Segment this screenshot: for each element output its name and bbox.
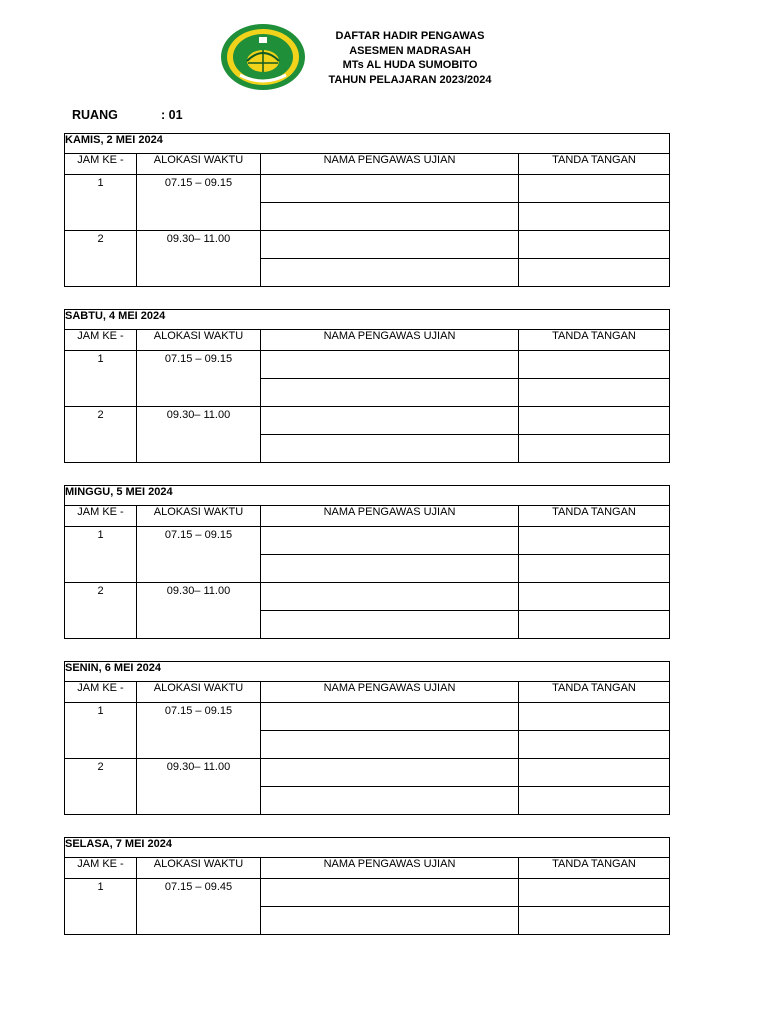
day-title: SENIN, 6 MEI 2024	[65, 662, 670, 682]
session-row	[65, 407, 670, 435]
pengawas-name-field[interactable]	[261, 379, 519, 407]
day-title: KAMIS, 2 MEI 2024	[65, 134, 670, 154]
session-row	[65, 527, 670, 555]
pengawas-name-field[interactable]	[261, 759, 519, 787]
signature-field[interactable]	[519, 351, 670, 379]
signature-field[interactable]	[519, 203, 670, 231]
pengawas-name-field[interactable]	[261, 175, 519, 203]
signature-field[interactable]	[519, 907, 670, 935]
day-table	[64, 837, 670, 935]
alokasi-waktu-cell: 07.15 – 09.15	[137, 175, 261, 231]
day-title: SELASA, 7 MEI 2024	[65, 838, 670, 858]
alokasi-waktu-cell: 09.30– 11.00	[137, 583, 261, 639]
signature-field[interactable]	[519, 759, 670, 787]
column-header: JAM KE -	[65, 154, 137, 175]
alokasi-waktu-cell: 07.15 – 09.15	[137, 527, 261, 583]
signature-field[interactable]	[519, 527, 670, 555]
column-header: ALOKASI WAKTU	[137, 858, 261, 879]
day-table	[64, 133, 670, 287]
jam-ke-cell: 1	[65, 879, 137, 935]
title-line-1: DAFTAR HADIR PENGAWAS	[335, 30, 485, 42]
alokasi-waktu-cell: 07.15 – 09.45	[137, 879, 261, 935]
pengawas-name-field[interactable]	[261, 527, 519, 555]
signature-field[interactable]	[519, 407, 670, 435]
column-header: TANDA TANGAN	[519, 682, 670, 703]
jam-ke-cell: 2	[65, 407, 137, 463]
column-header: NAMA PENGAWAS UJIAN	[261, 858, 519, 879]
madrasah-logo-icon	[220, 23, 306, 91]
pengawas-name-field[interactable]	[261, 611, 519, 639]
jam-ke-cell: 2	[65, 231, 137, 287]
column-header-row	[65, 506, 670, 527]
signature-field[interactable]	[519, 231, 670, 259]
alokasi-waktu-cell: 09.30– 11.00	[137, 407, 261, 463]
pengawas-name-field[interactable]	[261, 787, 519, 815]
pengawas-name-field[interactable]	[261, 907, 519, 935]
pengawas-name-field[interactable]	[261, 731, 519, 759]
day-title: MINGGU, 5 MEI 2024	[65, 486, 670, 506]
room-info	[72, 108, 183, 122]
alokasi-waktu-cell: 09.30– 11.00	[137, 759, 261, 815]
column-header: JAM KE -	[65, 682, 137, 703]
column-header: ALOKASI WAKTU	[137, 682, 261, 703]
alokasi-waktu-cell: 09.30– 11.00	[137, 231, 261, 287]
session-row	[65, 703, 670, 731]
column-header: NAMA PENGAWAS UJIAN	[261, 506, 519, 527]
session-row	[65, 175, 670, 203]
session-row	[65, 879, 670, 907]
column-header-row	[65, 858, 670, 879]
title-line-3: MTs AL HUDA SUMOBITO	[342, 59, 478, 71]
day-header-row	[65, 134, 670, 154]
column-header-row	[65, 330, 670, 351]
pengawas-name-field[interactable]	[261, 231, 519, 259]
signature-field[interactable]	[519, 175, 670, 203]
signature-field[interactable]	[519, 787, 670, 815]
pengawas-name-field[interactable]	[261, 203, 519, 231]
room-label: RUANG	[72, 108, 118, 122]
title-line-2: ASESMEN MADRASAH	[349, 44, 471, 57]
room-value: : 01	[161, 108, 183, 122]
pengawas-name-field[interactable]	[261, 259, 519, 287]
jam-ke-cell: 1	[65, 527, 137, 583]
signature-field[interactable]	[519, 555, 670, 583]
signature-field[interactable]	[519, 703, 670, 731]
column-header: TANDA TANGAN	[519, 154, 670, 175]
alokasi-waktu-cell: 07.15 – 09.15	[137, 703, 261, 759]
jam-ke-cell: 1	[65, 351, 137, 407]
column-header: JAM KE -	[65, 506, 137, 527]
jam-ke-cell: 2	[65, 583, 137, 639]
column-header: ALOKASI WAKTU	[137, 506, 261, 527]
column-header: ALOKASI WAKTU	[137, 330, 261, 351]
column-header: TANDA TANGAN	[519, 858, 670, 879]
column-header: NAMA PENGAWAS UJIAN	[261, 682, 519, 703]
column-header: ALOKASI WAKTU	[137, 154, 261, 175]
title-line-4: TAHUN PELAJARAN 2023/2024	[328, 73, 492, 86]
session-row	[65, 759, 670, 787]
day-table	[64, 309, 670, 463]
column-header: NAMA PENGAWAS UJIAN	[261, 330, 519, 351]
day-header-row	[65, 838, 670, 858]
column-header-row	[65, 682, 670, 703]
session-row	[65, 583, 670, 611]
day-table	[64, 485, 670, 639]
jam-ke-cell: 1	[65, 175, 137, 231]
column-header: TANDA TANGAN	[519, 506, 670, 527]
column-header: JAM KE -	[65, 330, 137, 351]
pengawas-name-field[interactable]	[261, 435, 519, 463]
alokasi-waktu-cell: 07.15 – 09.15	[137, 351, 261, 407]
signature-field[interactable]	[519, 583, 670, 611]
pengawas-name-field[interactable]	[261, 555, 519, 583]
signature-field[interactable]	[519, 379, 670, 407]
column-header: NAMA PENGAWAS UJIAN	[261, 154, 519, 175]
day-header-row	[65, 662, 670, 682]
column-header-row	[65, 154, 670, 175]
session-row	[65, 231, 670, 259]
signature-field[interactable]	[519, 731, 670, 759]
signature-field[interactable]	[519, 611, 670, 639]
pengawas-name-field[interactable]	[261, 703, 519, 731]
signature-field[interactable]	[519, 435, 670, 463]
day-header-row	[65, 310, 670, 330]
column-header: TANDA TANGAN	[519, 330, 670, 351]
session-row	[65, 351, 670, 379]
pengawas-name-field[interactable]	[261, 351, 519, 379]
day-table	[64, 661, 670, 815]
signature-field[interactable]	[519, 879, 670, 907]
day-title: SABTU, 4 MEI 2024	[65, 310, 670, 330]
pengawas-name-field[interactable]	[261, 407, 519, 435]
day-header-row	[65, 486, 670, 506]
jam-ke-cell: 2	[65, 759, 137, 815]
pengawas-name-field[interactable]	[261, 583, 519, 611]
jam-ke-cell: 1	[65, 703, 137, 759]
pengawas-name-field[interactable]	[261, 879, 519, 907]
column-header: JAM KE -	[65, 858, 137, 879]
document-title	[300, 29, 520, 87]
signature-field[interactable]	[519, 259, 670, 287]
